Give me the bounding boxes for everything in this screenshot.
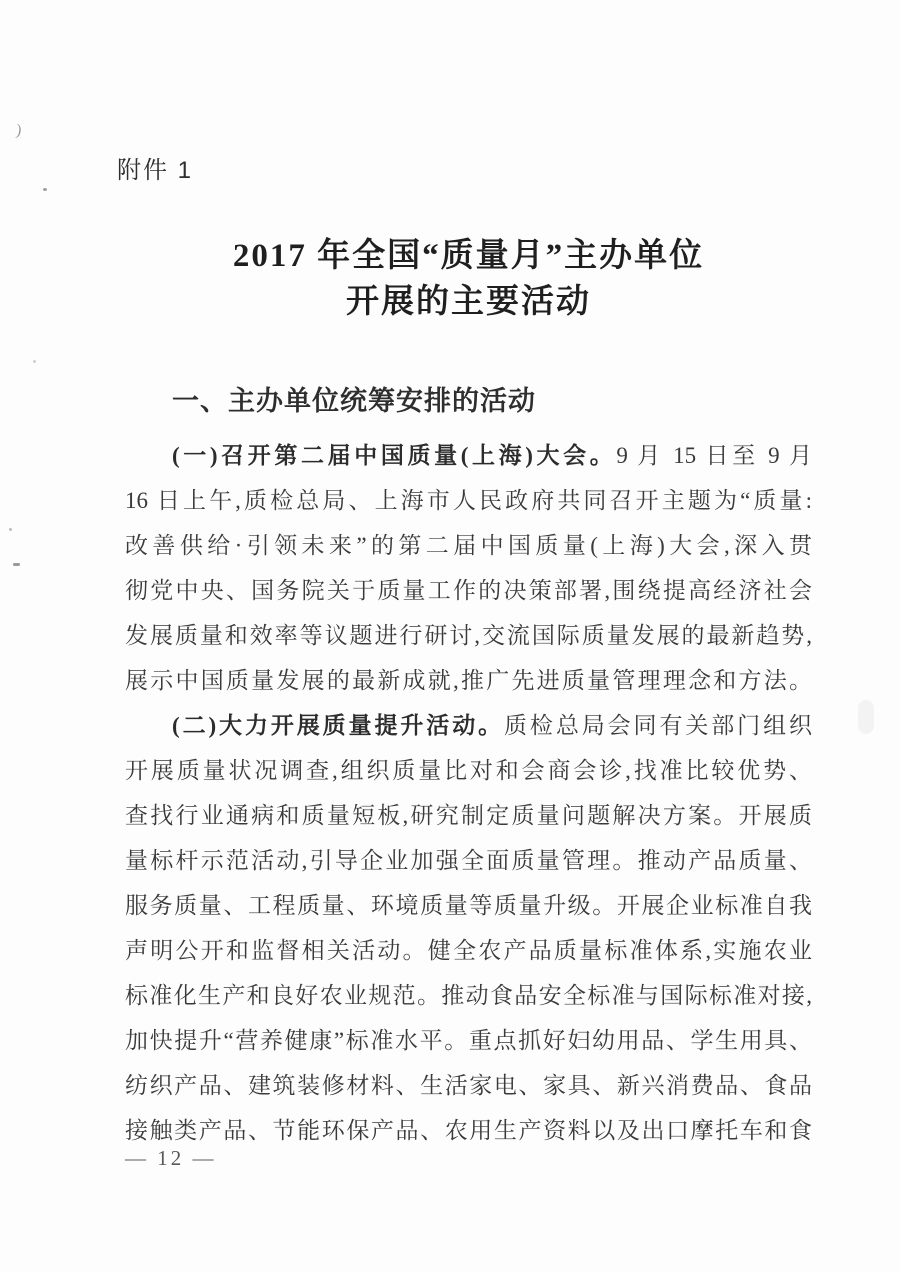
paragraph-line: 量标杆示范活动,引导企业加强全面质量管理。推动产品质量、 xyxy=(125,848,812,873)
paragraph-line: 彻党中央、国务院关于质量工作的决策部署,围绕提高经济社会 xyxy=(125,578,812,603)
scan-speck xyxy=(9,528,12,531)
paragraph-line: 展示中国质量发展的最新成就,推广先进质量管理理念和方法。 xyxy=(125,668,812,693)
paragraph-line xyxy=(125,703,812,748)
paragraph-line: 查找行业通病和质量短板,研究制定质量问题解决方案。开展质 xyxy=(125,803,812,828)
paragraph-2 xyxy=(125,703,812,1153)
paragraph-text: 质检总局会同有关部门组织 xyxy=(504,713,812,738)
paragraph-line: 16 日上午,质检总局、上海市人民政府共同召开主题为“质量: xyxy=(125,488,812,513)
document-title xyxy=(125,233,812,325)
paragraph-line: 开展质量状况调查,组织质量比对和会商会诊,找准比较优势、 xyxy=(125,758,812,783)
paragraph-lead-bold: (二)大力开展质量提升活动。 xyxy=(172,713,505,738)
paragraph-line: 加快提升“营养健康”标准水平。重点抓好妇幼用品、学生用具、 xyxy=(125,1028,812,1053)
paragraph-line: 服务质量、工程质量、环境质量等质量升级。开展企业标准自我 xyxy=(125,893,812,918)
scan-speck xyxy=(13,563,20,566)
section-heading: 一、主办单位统筹安排的活动 xyxy=(172,386,536,416)
paragraph-1 xyxy=(125,433,812,703)
scan-smudge xyxy=(858,700,874,734)
scan-speck xyxy=(43,188,47,191)
title-line-2: 开展的主要活动 xyxy=(346,284,591,320)
attachment-label: 附件 1 xyxy=(117,157,194,184)
paragraph-text: 9 月 15 日至 9 月 xyxy=(616,443,812,468)
scan-speck xyxy=(33,360,36,363)
page-number: — 12 — xyxy=(125,1146,217,1170)
paragraph-line: 标准化生产和良好农业规范。推动食品安全标准与国际标准对接, xyxy=(125,983,812,1008)
paragraph-line: 纺织产品、建筑装修材料、生活家电、家具、新兴消费品、食品 xyxy=(125,1073,812,1098)
paragraph-lead-bold: (一)召开第二届中国质量(上海)大会。 xyxy=(172,443,617,468)
paragraph-line: 发展质量和效率等议题进行研讨,交流国际质量发展的最新趋势, xyxy=(125,623,812,648)
paragraph-line: 接触类产品、节能环保产品、农用生产资料以及出口摩托车和食 xyxy=(125,1118,812,1143)
title-line-1: 2017 年全国“质量月”主办单位 xyxy=(232,238,705,274)
paragraph-line xyxy=(125,433,812,478)
document-body xyxy=(125,381,812,1153)
paragraph-line: 改善供给·引领未来”的第二届中国质量(上海)大会,深入贯 xyxy=(125,533,812,558)
paragraph-line: 声明公开和监督相关活动。健全农产品质量标准体系,实施农业 xyxy=(125,938,812,963)
scan-speck-paren: ) xyxy=(14,121,23,140)
